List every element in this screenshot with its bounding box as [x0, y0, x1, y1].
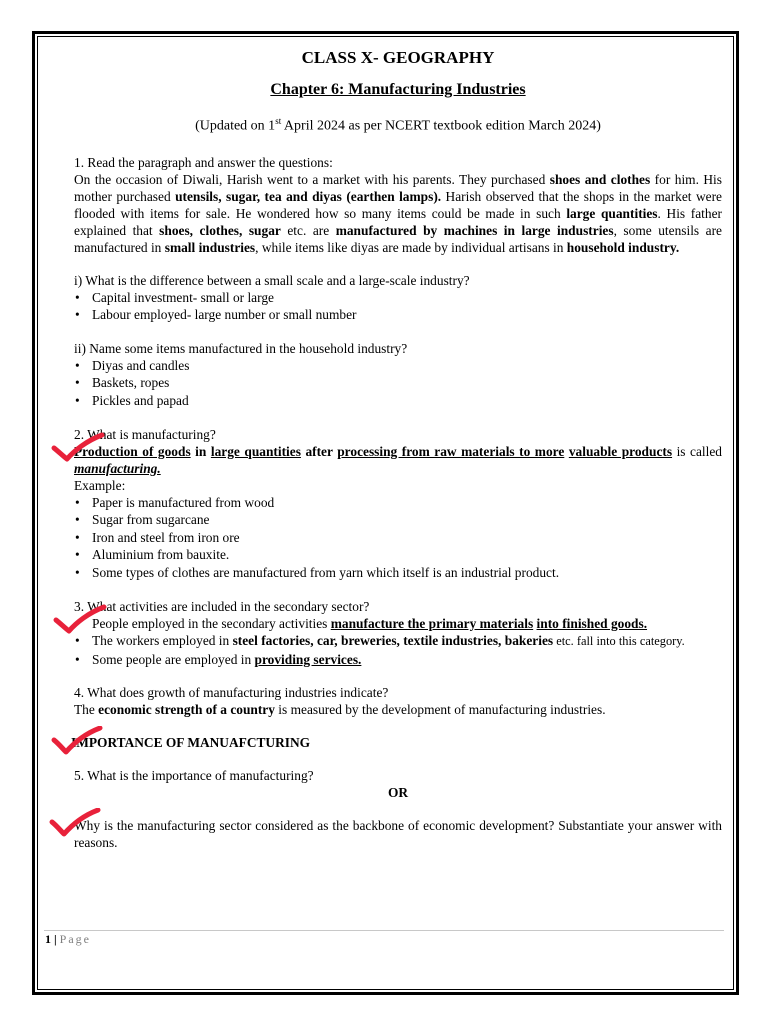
q1-sub-i: i) What is the difference between a small scale and a large-scale industry?	[74, 272, 470, 288]
q2-answer: Production of goods in large quantities after processing from raw materials to more valuable products is called manufacturing.	[74, 443, 722, 476]
list-item: • Some people are employed in providing services.	[74, 651, 722, 669]
check-mark-icon	[50, 726, 106, 756]
list-item: • Aluminium from bauxite.	[74, 546, 722, 564]
list-item: • Iron and steel from iron ore	[74, 529, 722, 547]
q1-sub-ii: ii) Name some items manufactured in the household industry?	[74, 340, 408, 356]
check-mark-icon	[52, 604, 108, 634]
q1-prompt: 1. Read the paragraph and answer the questions:	[74, 154, 333, 170]
list-item: • Paper is manufactured from wood	[74, 494, 722, 512]
or-separator: OR	[387, 785, 409, 801]
q2-question: 2. What is manufacturing?	[74, 426, 216, 442]
list-item: • The workers employed in steel factories, car, breweries, textile industries, bakeries etc. fall into this category.	[74, 632, 722, 651]
document-title: CLASS X- GEOGRAPHY	[301, 48, 495, 67]
list-item: • Pickles and papad	[74, 392, 722, 410]
update-note: (Updated on 1st April 2024 as per NCERT textbook edition March 2024)	[195, 116, 601, 134]
q3-list	[74, 615, 722, 669]
list-item: • Some types of clothes are manufactured from yarn which itself is an industrial product.	[74, 564, 722, 582]
section-heading: IMPORTANCE OF MANUAFCTURING	[71, 735, 311, 751]
q1-sub-ii-list	[74, 357, 722, 410]
list-item: • Sugar from sugarcane	[74, 511, 722, 529]
q5-question: 5. What is the importance of manufacturing?	[74, 768, 314, 784]
q4-question: 4. What does growth of manufacturing industries indicate?	[74, 685, 389, 701]
example-label: Example:	[74, 477, 126, 493]
q3-question: 3. What activities are included in the secondary sector?	[74, 598, 370, 614]
document-body	[71, 44, 722, 851]
q5-alternative: Why is the manufacturing sector considered as the backbone of economic development? Substantiate your answer with reasons.	[74, 818, 722, 851]
q2-example-list	[74, 494, 722, 582]
footer-divider	[44, 930, 724, 931]
q1-sub-i-list	[74, 289, 722, 324]
check-mark-icon	[50, 432, 106, 462]
page-footer: 1 | Page	[45, 932, 91, 946]
q1-paragraph: On the occasion of Diwali, Harish went to a market with his parents. They purchased shoes and clothes for him. His mother purchased utensils, sugar, tea and diyas (earthen lamps). Harish observed that the shops in the market were flooded with items for sale. He wondered how so many items could be made in such large quantities. His father explained that shoes, clothes, sugar etc. are manufactured by machines in large industries, some utensils are manufactured in small industries, while items like diyas are made by individual artisans in household industry.	[74, 171, 722, 255]
check-mark-icon	[48, 808, 104, 838]
list-item: • People employed in the secondary activities manufacture the primary materials into finished goods.	[74, 615, 722, 633]
list-item: • Diyas and candles	[74, 357, 722, 375]
list-item: • Capital investment- small or large	[74, 289, 722, 307]
list-item: • Baskets, ropes	[74, 374, 722, 392]
q4-answer: The economic strength of a country is measured by the development of manufacturing industries.	[74, 702, 606, 718]
chapter-title: Chapter 6: Manufacturing Industries	[270, 81, 526, 98]
list-item: • Labour employed- large number or small number	[74, 306, 722, 324]
